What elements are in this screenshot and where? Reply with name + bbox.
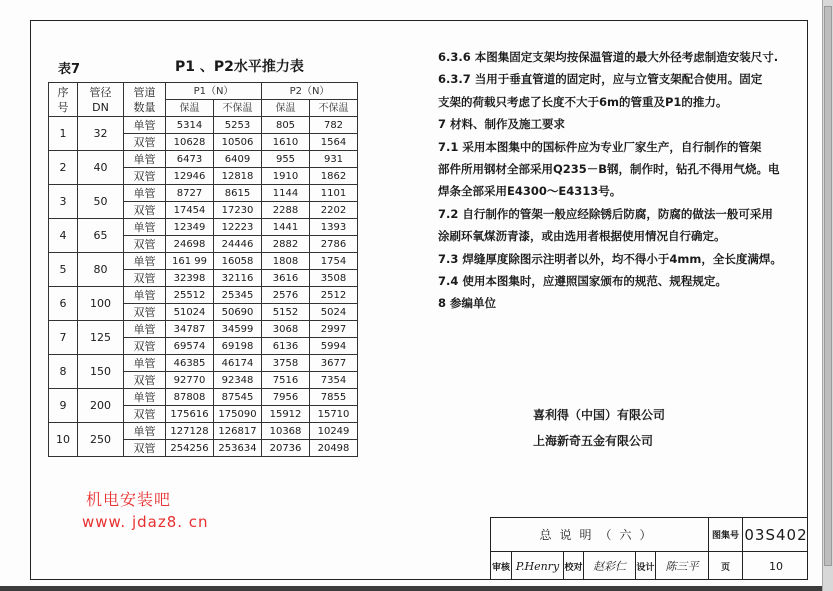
thrust-value: 8615: [214, 185, 262, 202]
design-label: 设计: [635, 552, 655, 580]
thrust-value: 1610: [262, 134, 310, 151]
thrust-value: 24698: [166, 236, 214, 253]
thrust-value: 931: [310, 151, 358, 168]
company-name: 喜利得（中国）有限公司: [533, 408, 666, 422]
scrollbar-thumb[interactable]: [824, 6, 832, 566]
row-number: 5: [49, 253, 78, 287]
thrust-value: 34787: [166, 321, 214, 338]
thrust-value: 3616: [262, 270, 310, 287]
thrust-value: 25345: [214, 287, 262, 304]
thrust-value: 17230: [214, 202, 262, 219]
pipe-type: 双管: [124, 236, 166, 253]
pipe-type: 双管: [124, 304, 166, 321]
header-p1: P1（N）: [166, 83, 262, 100]
thrust-value: 253634: [214, 440, 262, 457]
pipe-type: 双管: [124, 202, 166, 219]
thrust-value: 15710: [310, 406, 358, 423]
thrust-value: 17454: [166, 202, 214, 219]
pipe-type: 双管: [124, 440, 166, 457]
note-line: 7 材料、制作及施工要求: [438, 117, 566, 132]
thrust-value: 5253: [214, 117, 262, 134]
row-number: 4: [49, 219, 78, 253]
pipe-diameter: 80: [78, 253, 124, 287]
thrust-value: 12349: [166, 219, 214, 236]
thrust-value: 20736: [262, 440, 310, 457]
thrust-value: 92348: [214, 372, 262, 389]
vertical-scrollbar[interactable]: [822, 0, 833, 591]
row-number: 2: [49, 151, 78, 185]
thrust-value: 2576: [262, 287, 310, 304]
thrust-value: 6473: [166, 151, 214, 168]
note-line: 涂刷环氧煤沥青漆，或由选用者根据使用情况自行确定。: [438, 229, 726, 244]
thrust-value: 1144: [262, 185, 310, 202]
row-number: 10: [49, 423, 78, 457]
thrust-value: 2288: [262, 202, 310, 219]
pipe-diameter: 100: [78, 287, 124, 321]
review-label: 审核: [491, 562, 510, 573]
pipe-diameter: 65: [78, 219, 124, 253]
thrust-value: 2512: [310, 287, 358, 304]
thrust-value: 955: [262, 151, 310, 168]
thrust-value: 1808: [262, 253, 310, 270]
company-name: 上海新奇五金有限公司: [533, 434, 654, 448]
pipe-type: 单管: [124, 151, 166, 168]
thrust-value: 1862: [310, 168, 358, 185]
thrust-value: 2202: [310, 202, 358, 219]
table-row: [49, 389, 358, 406]
pipe-diameter: 200: [78, 389, 124, 423]
thrust-value: 92770: [166, 372, 214, 389]
note-line: 7.1 采用本图集中的国标件应为专业厂家生产，自行制作的管架: [438, 139, 762, 154]
title-block-bottom-row: [490, 551, 808, 580]
thrust-value: 16058: [214, 253, 262, 270]
header-pipe-count: 管道 数量: [124, 83, 166, 117]
note-line: 7.2 自行制作的管架一般应经除锈后防腐，防腐的做法一般可采用: [438, 206, 773, 221]
thrust-value: 254256: [166, 440, 214, 457]
pipe-type: 双管: [124, 406, 166, 423]
table-row: [49, 185, 358, 202]
note-line: 支架的荷载只考虑了长度不大于6m的管重及P1的推力。: [438, 94, 728, 109]
row-number: 6: [49, 287, 78, 321]
table-title: P1 、P2水平推力表: [175, 59, 304, 75]
thrust-value: 10249: [310, 423, 358, 440]
thrust-value: 6409: [214, 151, 262, 168]
design-signature: 陈三平: [655, 552, 708, 580]
review-signature: P.Henry: [511, 552, 563, 580]
row-number: 9: [49, 389, 78, 423]
thrust-value: 46174: [214, 355, 262, 372]
thrust-value: 1101: [310, 185, 358, 202]
thrust-value: 3068: [262, 321, 310, 338]
thrust-value: 5314: [166, 117, 214, 134]
thrust-value: 10628: [166, 134, 214, 151]
table-row: [49, 219, 358, 236]
pipe-diameter: 32: [78, 117, 124, 151]
thrust-value: 32116: [214, 270, 262, 287]
thrust-value: 10368: [262, 423, 310, 440]
note-line: 部件所用钢材全部采用Q235－B钢，制作时，钻孔不得用气烧。电: [438, 162, 780, 177]
thrust-value: 12946: [166, 168, 214, 185]
thrust-value: 20498: [310, 440, 358, 457]
thrust-value: 69574: [166, 338, 214, 355]
thrust-table: [48, 82, 358, 457]
thrust-value: 175616: [166, 406, 214, 423]
note-line: 焊条全部采用E4300～E4313号。: [438, 184, 622, 199]
thrust-value: 1910: [262, 168, 310, 185]
table-row: [49, 151, 358, 168]
pipe-type: 单管: [124, 219, 166, 236]
table-label: 表7: [58, 62, 81, 77]
thrust-value: 3677: [310, 355, 358, 372]
check-signature: 赵彩仁: [583, 552, 635, 580]
thrust-value: 7354: [310, 372, 358, 389]
thrust-value: 2997: [310, 321, 358, 338]
thrust-value: 15912: [262, 406, 310, 423]
thrust-value: 8727: [166, 185, 214, 202]
notes-section: [438, 46, 798, 315]
thrust-value: 25512: [166, 287, 214, 304]
table-row: [49, 117, 358, 134]
atlas-number: 03S402: [742, 518, 809, 551]
pipe-diameter: 40: [78, 151, 124, 185]
thrust-value: 50690: [214, 304, 262, 321]
thrust-value: 1564: [310, 134, 358, 151]
note-line: 7.3 焊缝厚度除图示注明者以外，均不得小于4mm，全长度满焊。: [438, 251, 782, 266]
atlas-number-label: 图集号: [708, 518, 742, 551]
thrust-value: 3758: [262, 355, 310, 372]
pipe-type: 双管: [124, 270, 166, 287]
thrust-value: 7516: [262, 372, 310, 389]
thrust-value: 32398: [166, 270, 214, 287]
pipe-type: 单管: [124, 287, 166, 304]
header-p2-insulated: 保温: [262, 100, 310, 117]
thrust-value: 24446: [214, 236, 262, 253]
pipe-diameter: 50: [78, 185, 124, 219]
header-seq: 序 号: [49, 83, 78, 117]
pipe-diameter: 125: [78, 321, 124, 355]
pipe-type: 单管: [124, 185, 166, 202]
thrust-value: 10506: [214, 134, 262, 151]
thrust-value: 782: [310, 117, 358, 134]
pipe-type: 单管: [124, 117, 166, 134]
drawing-title: 总说明（六）: [539, 528, 660, 542]
thrust-value: 7855: [310, 389, 358, 406]
thrust-value: 805: [262, 117, 310, 134]
companies-list: [533, 402, 665, 454]
thrust-value: 2786: [310, 236, 358, 253]
row-number: 7: [49, 321, 78, 355]
table-row: [49, 423, 358, 440]
pipe-type: 单管: [124, 389, 166, 406]
thrust-value: 87545: [214, 389, 262, 406]
table-row: [49, 355, 358, 372]
thrust-value: 12223: [214, 219, 262, 236]
table-row: [49, 253, 358, 270]
thrust-value: 161 99: [166, 253, 214, 270]
thrust-value: 1441: [262, 219, 310, 236]
row-number: 3: [49, 185, 78, 219]
pipe-type: 双管: [124, 372, 166, 389]
thrust-value: 12818: [214, 168, 262, 185]
thrust-value: 7956: [262, 389, 310, 406]
title-block: [490, 517, 808, 580]
note-line: 7.4 使用本图集时，应遵照国家颁布的规范、规程规定。: [438, 274, 727, 289]
row-number: 1: [49, 117, 78, 151]
pipe-type: 双管: [124, 338, 166, 355]
pipe-diameter: 150: [78, 355, 124, 389]
check-label: 校对: [563, 552, 583, 580]
pipe-diameter: 250: [78, 423, 124, 457]
thrust-value: 34599: [214, 321, 262, 338]
header-p1-uninsulated: 不保温: [214, 100, 262, 117]
note-line: 6.3.6 本图集固定支架均按保温管道的最大外径考虑制造安装尺寸.: [438, 50, 779, 64]
header-p2: P2（N）: [262, 83, 358, 100]
thrust-value: 5024: [310, 304, 358, 321]
title-block-top-row: [490, 517, 808, 551]
page-number: 10: [742, 552, 809, 580]
thrust-value: 1754: [310, 253, 358, 270]
thrust-value: 6136: [262, 338, 310, 355]
header-p1-insulated: 保温: [166, 100, 214, 117]
note-line: 6.3.7 当用于垂直管道的固定时，应与立管支架配合使用。固定: [438, 72, 763, 87]
header-dn: 管径 DN: [78, 83, 124, 117]
table-row: [49, 287, 358, 304]
thrust-value: 46385: [166, 355, 214, 372]
thrust-value: 5152: [262, 304, 310, 321]
page-label: 页: [708, 552, 742, 580]
pipe-type: 单管: [124, 423, 166, 440]
watermark-name: 机电安装吧: [86, 490, 172, 509]
pipe-type: 双管: [124, 134, 166, 151]
pipe-type: 单管: [124, 321, 166, 338]
thrust-value: 175090: [214, 406, 262, 423]
pipe-type: 单管: [124, 253, 166, 270]
thrust-value: 127128: [166, 423, 214, 440]
table-row: [49, 321, 358, 338]
thrust-value: 5994: [310, 338, 358, 355]
watermark-url: www. jdaz8. cn: [82, 513, 209, 531]
thrust-value: 2882: [262, 236, 310, 253]
thrust-value: 51024: [166, 304, 214, 321]
pipe-type: 单管: [124, 355, 166, 372]
note-line: 8 参编单位: [438, 296, 497, 311]
thrust-value: 69198: [214, 338, 262, 355]
thrust-value: 126817: [214, 423, 262, 440]
header-p2-uninsulated: 不保温: [310, 100, 358, 117]
pipe-type: 双管: [124, 168, 166, 185]
thrust-value: 1393: [310, 219, 358, 236]
row-number: 8: [49, 355, 78, 389]
thrust-value: 3508: [310, 270, 358, 287]
thrust-value: 87808: [166, 389, 214, 406]
